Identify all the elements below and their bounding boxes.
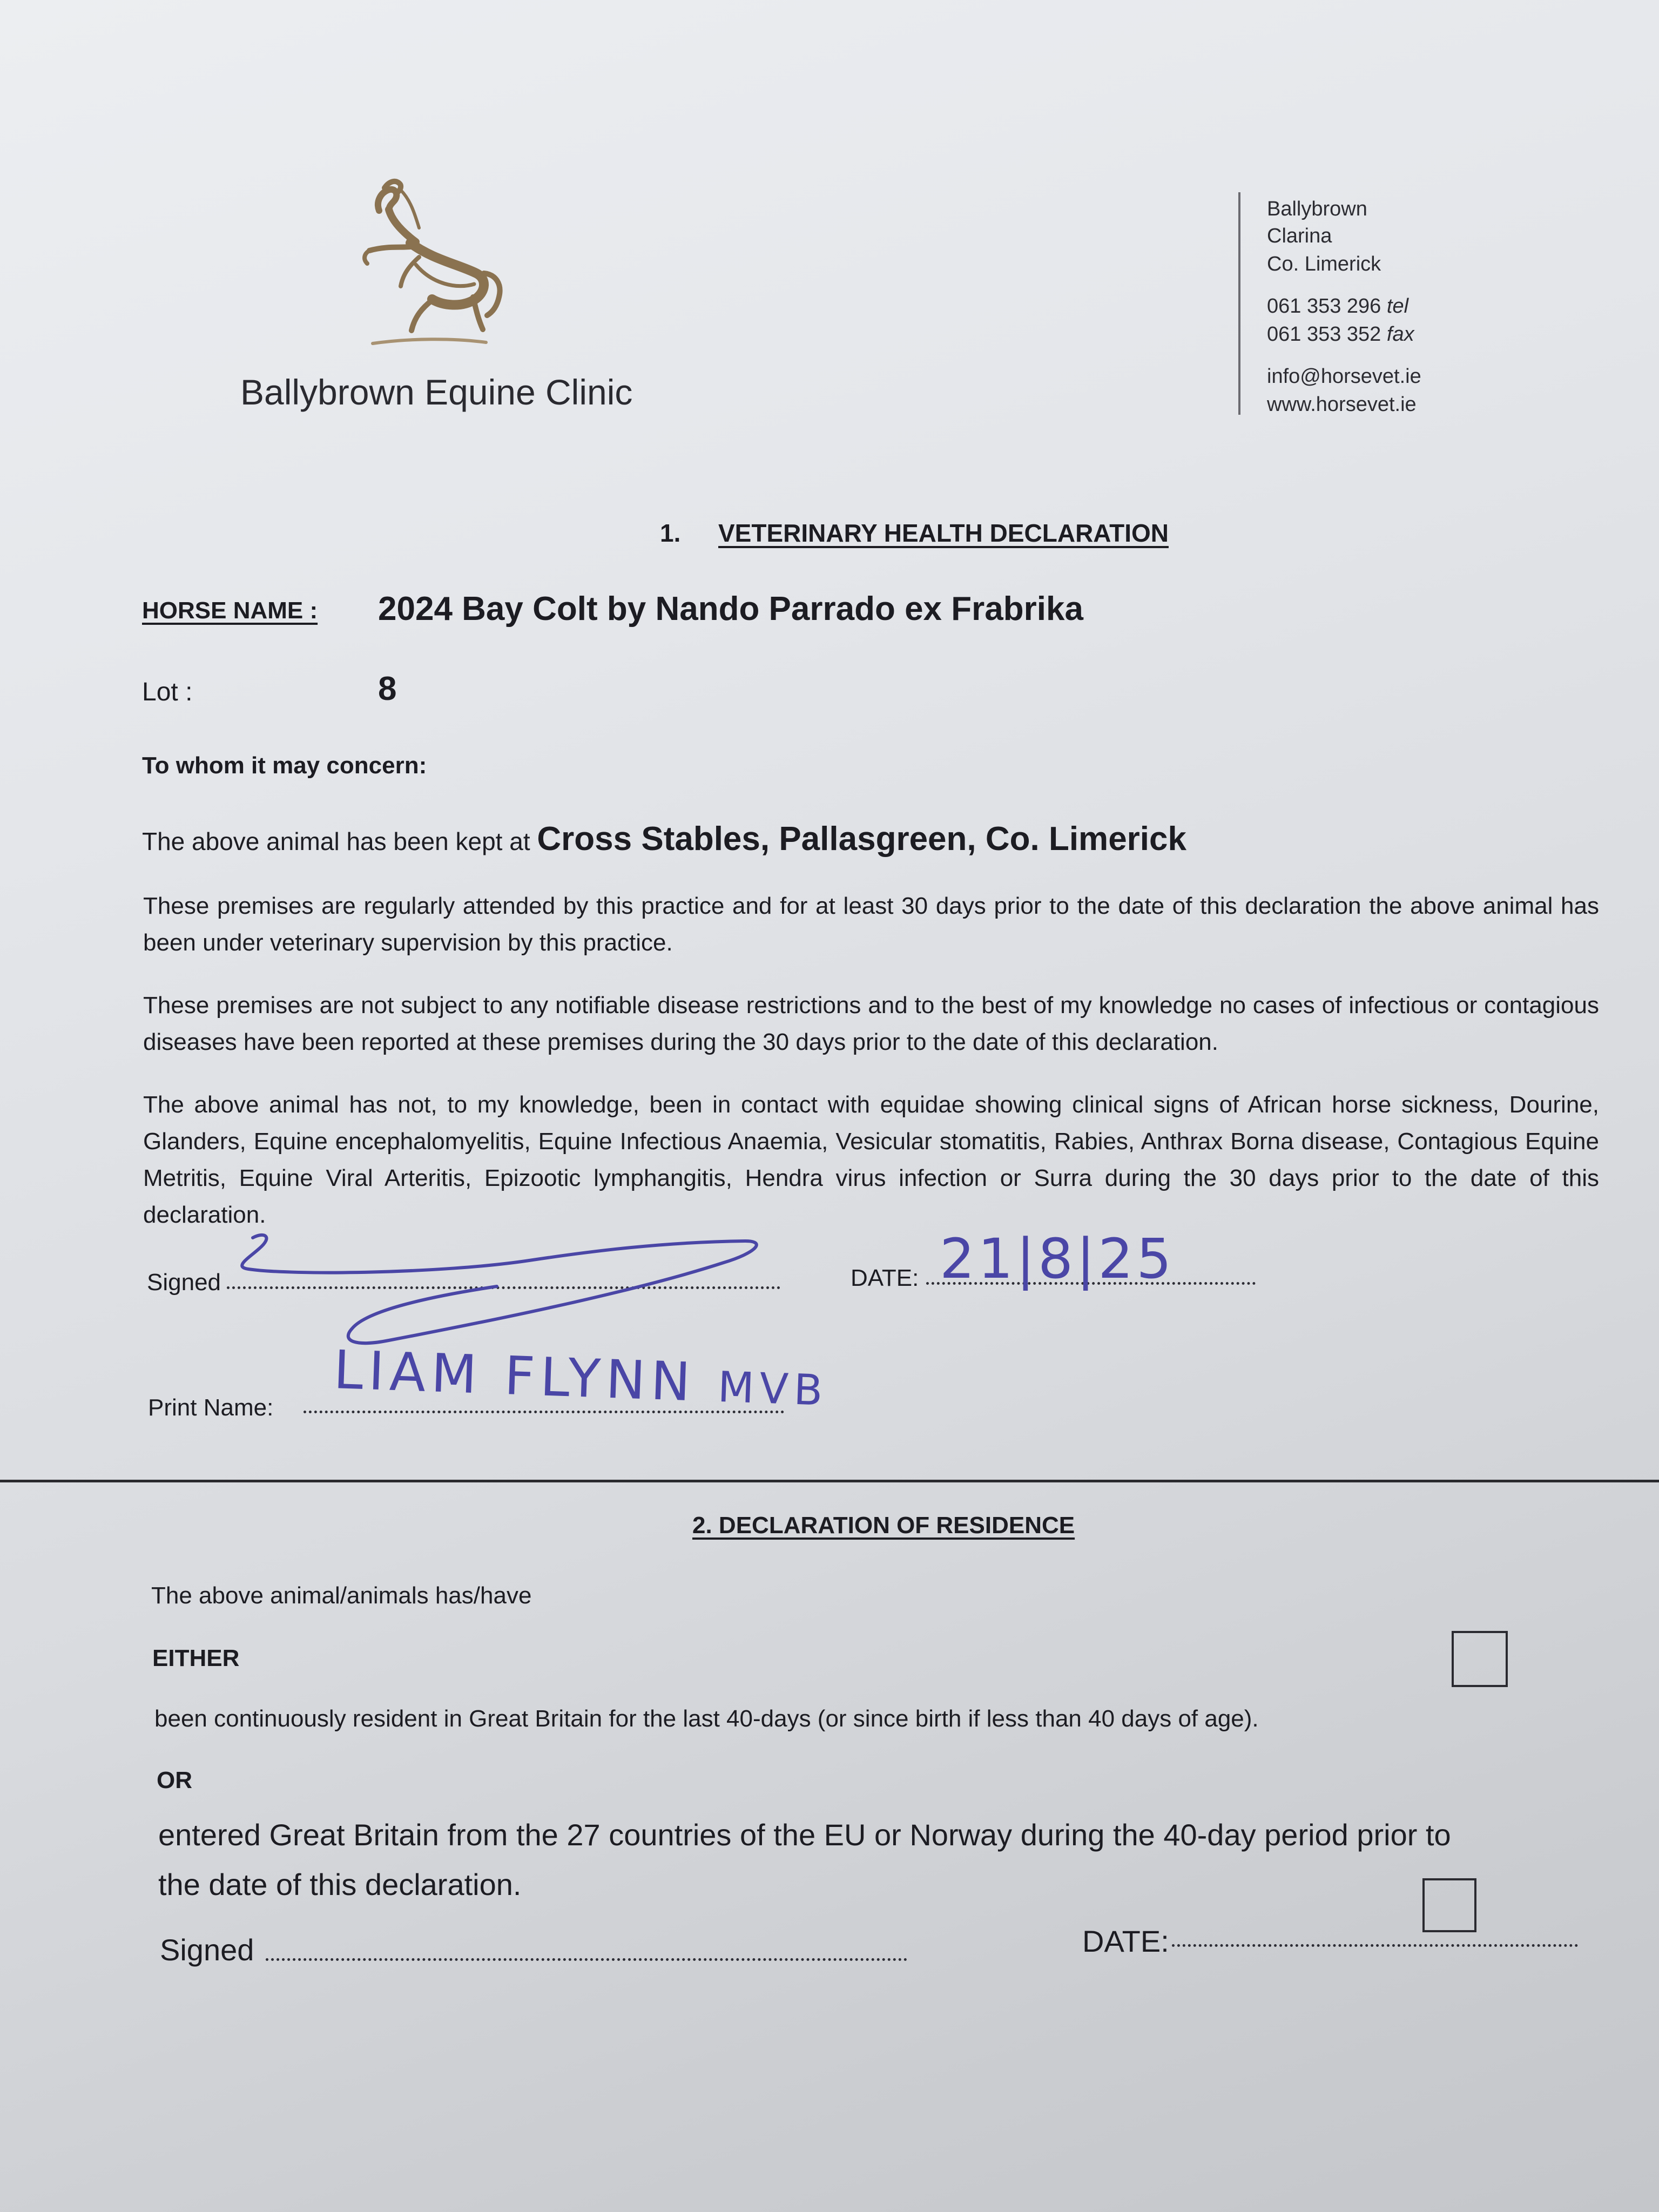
option-2-text xyxy=(158,1810,1451,1910)
residence-date-label: DATE: xyxy=(1082,1924,1169,1958)
website: www.horsevet.ie xyxy=(1267,393,1417,416)
clinic-name: Ballybrown Equine Clinic xyxy=(240,372,633,412)
address-line-2: Clarina xyxy=(1267,225,1332,247)
rearing-horse-icon xyxy=(351,178,513,356)
phone-line xyxy=(1267,296,1408,316)
section-1-number: 1. xyxy=(660,519,681,547)
option-1-checkbox[interactable] xyxy=(1452,1631,1508,1687)
signed-label: Signed xyxy=(147,1269,221,1296)
section-separator xyxy=(0,1480,1659,1482)
option-2-line-2: the date of this declaration. xyxy=(158,1867,522,1901)
option-2-line-1: entered Great Britain from the 27 countries of the EU or Norway during the 40-day period prior to xyxy=(158,1818,1451,1852)
horse-name-value: 2024 Bay Colt by Nando Parrado ex Frabrika xyxy=(378,590,1083,628)
lot-label: Lot : xyxy=(142,678,193,706)
clinic-logo xyxy=(351,178,513,356)
or-label: OR xyxy=(157,1767,192,1793)
section-2-title: 2. DECLARATION OF RESIDENCE xyxy=(692,1512,1075,1539)
email: info@horsevet.ie xyxy=(1267,365,1421,388)
fax-label: fax xyxy=(1386,323,1414,346)
kept-at-place: Cross Stables, Pallasgreen, Co. Limerick xyxy=(537,820,1186,858)
handwritten-signature xyxy=(227,1215,767,1355)
section-1-title: VETERINARY HEALTH DECLARATION xyxy=(718,519,1169,547)
option-2-checkbox[interactable] xyxy=(1422,1878,1476,1932)
phone-number: 061 353 296 xyxy=(1267,295,1381,318)
declaration-paragraph-2: These premises are not subject to any notifiable disease restrictions and to the best of my knowledge no cases of infectious or contagious diseases have been reported at these premises during the 30 days prior to the date of this declaration. xyxy=(143,992,1599,1055)
either-label: EITHER xyxy=(152,1645,240,1671)
print-name-text: LIAM FLYNN xyxy=(333,1339,697,1414)
fax-number: 061 353 352 xyxy=(1267,323,1381,346)
kept-at-prefix: The above animal has been kept at xyxy=(142,827,530,855)
fax-line xyxy=(1267,324,1414,345)
address-divider xyxy=(1238,192,1240,415)
salutation: To whom it may concern: xyxy=(142,752,427,779)
lot-value: 8 xyxy=(378,670,397,707)
address-line-1: Ballybrown xyxy=(1267,198,1367,220)
print-name-suffix: MVB xyxy=(717,1363,829,1415)
address-line-3: Co. Limerick xyxy=(1267,253,1381,275)
date-label: DATE: xyxy=(851,1265,919,1291)
phone-label: tel xyxy=(1386,295,1409,318)
residence-signed-label: Signed xyxy=(160,1933,254,1967)
horse-name-label: HORSE NAME : xyxy=(142,597,318,624)
kept-at-line xyxy=(142,820,1186,858)
residence-intro: The above animal/animals has/have xyxy=(151,1582,532,1609)
print-name-label: Print Name: xyxy=(148,1394,274,1421)
option-1-text: been continuously resident in Great Britain for the last 40-days (or since birth if less than 40 days of age). xyxy=(154,1705,1259,1732)
handwritten-date: 21|8|25 xyxy=(940,1227,1175,1291)
declaration-paragraph-1: These premises are regularly attended by this practice and for at least 30 days prior to the date of this declaration the above animal has been under veterinary supervision by this practice. xyxy=(143,893,1599,956)
residence-date-line xyxy=(1172,1944,1578,1947)
declaration-paragraph-3: The above animal has not, to my knowledge, been in contact with equidae showing clinical signs of African horse sickness, Dourine, Glanders, Equine encephalomyelitis, Equine Infectious Anaemia, Vesicular stomatitis, Rabies, Anthrax Borna disease, Contagious Equine Metritis, Equine Viral Arteritis, Epizootic lymphangitis, Hendra virus infection or Surra during the 30 days prior to the date of this declaration. xyxy=(143,1091,1599,1228)
residence-signature-line xyxy=(266,1958,907,1961)
